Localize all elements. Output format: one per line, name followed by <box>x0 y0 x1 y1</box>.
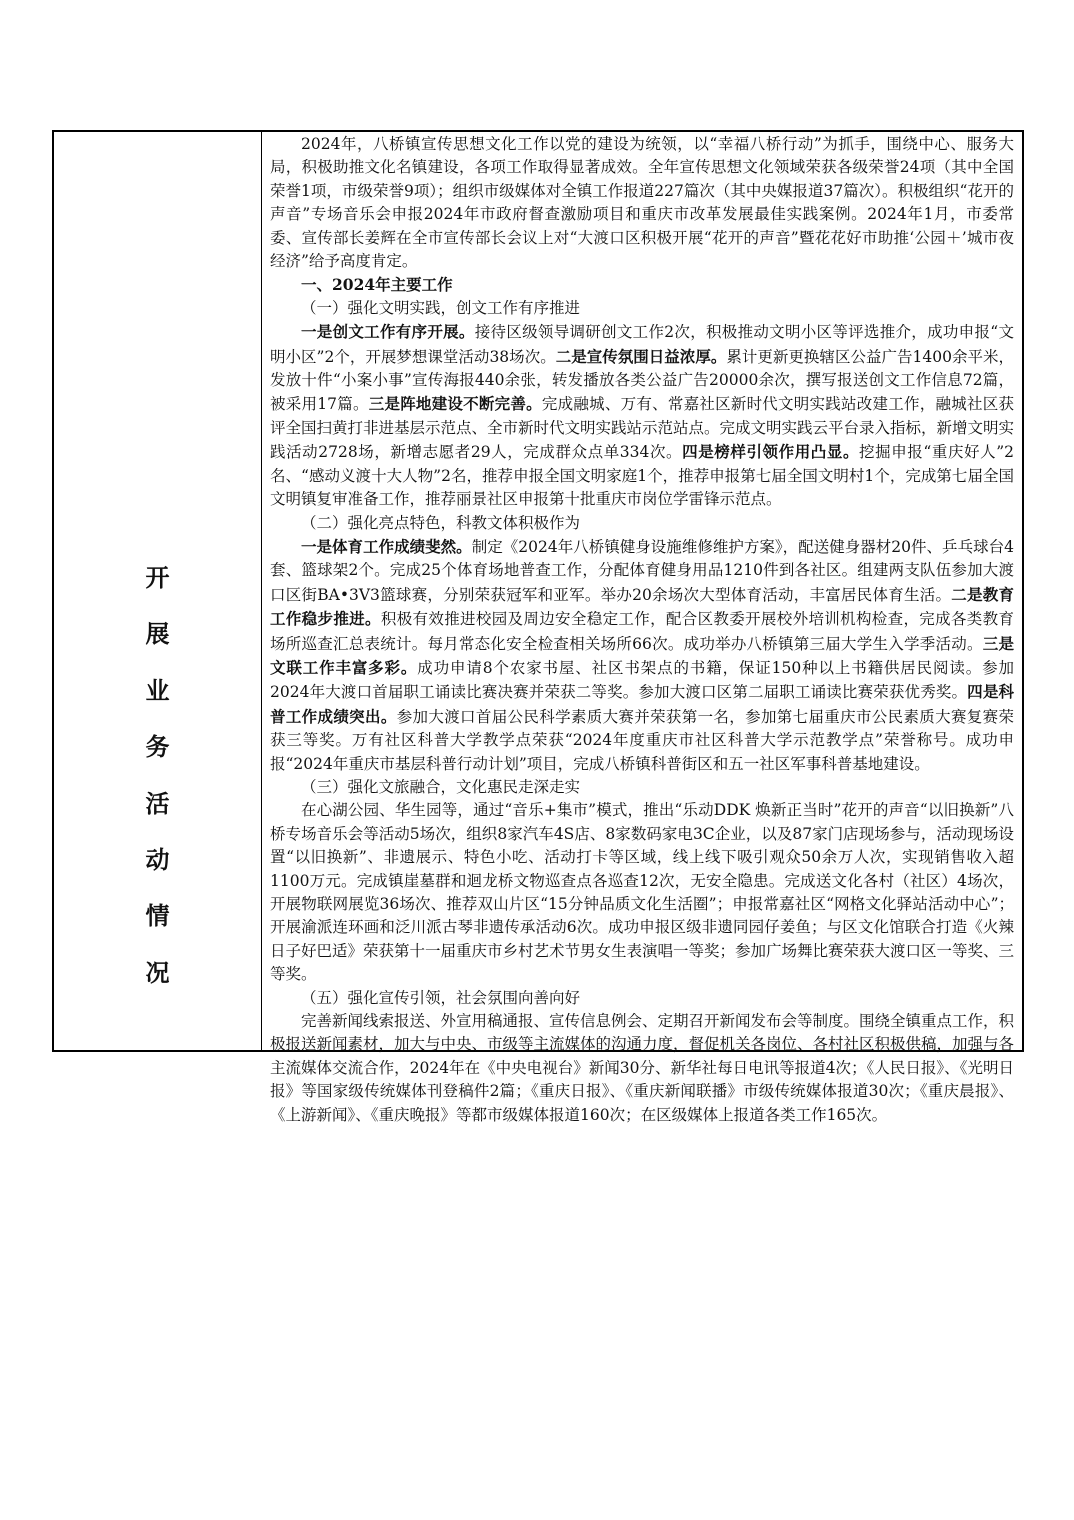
side-title-char: 业 <box>145 676 170 705</box>
main-heading: 一、2024年主要工作 <box>301 275 453 295</box>
section-2-lead-3: 三是文联工作丰富多彩。 <box>270 633 1014 677</box>
section-1-heading: （一）强化文明实践，创文工作有序推进 <box>301 298 581 317</box>
section-5-heading: （五）强化宣传引领，社会氛围向善向好 <box>301 988 581 1007</box>
section-2-lead-1: 一是体育工作成绩斐然。 <box>301 536 472 556</box>
section-3-heading: （三）强化文旅融合，文化惠民走深走实 <box>301 777 581 796</box>
section-2-text-2: 积极有效推进校园及周边安全稳定工作，配合区教委开展校外培训机构检查，完成各类教育场所巡查汇总表统计。每月常态化安全检查相关场所66次。成功举办八桥镇第三届大学生入学季活动。 <box>270 610 1014 653</box>
section-3-paragraph: 在心湖公园、华生园等，通过“音乐+集市”模式，推出“乐动DDK 焕新正当时”花开的声音“以旧换新”八桥专场音乐会等活动5场次，组织8家汽车4S店、8家数码家电3C企业，以及87家门店现场参与，活动现场设置“以旧换新”、非遗展示、特色小吃、活动打卡等区域，线上线下吸引观众50余万人次，实现销售收入超1100万元。完成镇崖墓群和迴龙桥文物巡查点各巡查12次，无安全隐患。完成送文化各村（社区）4场次，开展物联网展览36场次、推荐双山片区“15分钟品质文化生活圈”；申报常嘉社区“网格文化驿站活动中心”；开展渝派连环画和泛川派古琴非遗传承活动6次。成功申报区级非遗同园仔姜鱼；与区文化馆联合打造《火辣日子好巴适》荣获第十一届重庆市乡村艺术节男女生表演唱一等奖；参加广场舞比赛荣获大渡口区一等奖、三等奖。 <box>270 801 1015 984</box>
section-2-lead-4: 四是科普工作成绩突出。 <box>270 682 1014 726</box>
side-title-char: 情 <box>145 902 170 931</box>
side-title-char: 开 <box>145 564 170 592</box>
report-table <box>52 130 1024 1124</box>
section-2-paragraph <box>270 535 1014 776</box>
section-1-lead-3: 三是阵地建设不断完善。 <box>368 394 542 414</box>
section-1-paragraph <box>270 320 1014 511</box>
section-1-lead-2: 二是宣传氛围日益浓厚。 <box>555 346 727 366</box>
side-title <box>54 550 261 1001</box>
section-2-lead-2: 二是教育工作稳步推进。 <box>270 584 1014 629</box>
section-2-heading: （二）强化亮点特色，科教文体积极作为 <box>301 513 581 532</box>
section-2-text-1: 制定《2024年八桥镇健身设施维修维护方案》，配送健身器材20件、乒乓球台4套、篮球架2个。完成25个体育场地普查工作，分配体育健身用品1210件到各社区。组建两支队伍参加大渡口区街BA•3V3篮球赛，分别荣获冠军和亚军。举办20余场次大型体育活动，丰富居民体育生活。 <box>270 537 1014 604</box>
section-1-lead-1: 一是创文工作有序开展。 <box>301 322 475 342</box>
section-1-lead-4: 四是榜样引领作用凸显。 <box>682 442 860 462</box>
section-1-text-1: 接待区级领导调研创文工作2次，积极推动文明小区等评选推介，成功申报“文明小区”2个，开展梦想课堂活动38场次。 <box>270 323 1014 366</box>
side-title-char: 况 <box>145 958 170 987</box>
side-label-cell <box>54 132 262 1050</box>
section-1-text-4: 挖掘申报“重庆好人”2名、“感动义渡十大人物”2名，推荐申报全国文明家庭1个，推荐申报第七届全国文明村1个，完成第七届全国文明镇复审准备工作，推荐丽景社区申报第十批重庆市岗位学雷锋示范点。 <box>270 443 1014 509</box>
side-title-char: 动 <box>145 845 170 874</box>
side-title-char: 活 <box>145 789 170 818</box>
side-title-char: 务 <box>145 733 170 762</box>
side-title-char: 展 <box>145 620 170 649</box>
content-cell <box>270 133 1014 1127</box>
intro-paragraph: 2024年，八桥镇宣传思想文化工作以党的建设为统领，以“幸福八桥行动”为抓手，围绕中心、服务大局，积极助推文化名镇建设，各项工作取得显著成效。全年宣传思想文化领域荣获各级荣誉24项（其中全国荣誉1项，市级荣誉9项）；组织市级媒体对全镇工作报道227篇次（其中央媒报道37篇次）。积极组织“花开的声音”专场音乐会申报2024年市政府督查激励项目和重庆市改革发展最佳实践案例。2024年1月，市委常委、宣传部长姜辉在全市宣传部长会议上对“大渡口区积极开展“花开的声音”暨花花好市助推‘公园＋’城市夜经济”给予高度肯定。 <box>270 135 1014 271</box>
section-1-text-2: 累计更新更换辖区公益广告1400余平米，发放十件“小案小事”宣传海报440余张，转发播放各类公益广告20000余次，撰写报送创文工作信息72篇，被采用17篇。 <box>270 347 1014 414</box>
section-1-text-3: 完成融城、万有、常嘉社区新时代文明实践站改建工作，融城社区获评全国扫黄打非进基层示范点、全市新时代文明实践站示范站点。完成文明实践云平台录入指标，新增文明实践活动2728场，新增志愿者29人，完成群众点单334次。 <box>270 395 1015 462</box>
section-2-text-4: 参加大渡口首届公民科学素质大赛并荣获第一名，参加第七届重庆市公民素质大赛复赛荣获三等奖。万有社区科普大学教学点荣获“2024年度重庆市社区科普大学示范教学点”荣誉称号。成功申报“2024年重庆市基层科普行动计划”项目，完成八桥镇科普街区和五一社区军事科普基地建设。 <box>270 707 1014 773</box>
section-5-paragraph: 完善新闻线索报送、外宣用稿通报、宣传信息例会、定期召开新闻发布会等制度。围绕全镇重点工作，积极报送新闻素材，加大与中央、市级等主流媒体的沟通力度，督促机关各岗位、各村社区积极供稿，加强与各主流媒体交流合作，2024年在《中央电视台》新闻30分、新华社每日电讯等报道4次；《人民日报》、《光明日报》等国家级传统媒体刊登稿件2篇；《重庆日报》、《重庆新闻联播》市级传统媒体报道30次；《重庆晨报》、《上游新闻》、《重庆晚报》等都市级媒体报道160次；在区级媒体上报道各类工作165次。 <box>270 1012 1015 1124</box>
section-2-text-3: 成功申请8个农家书屋、社区书架点的书籍，保证150种以上书籍供居民阅读。参加2024年大渡口首届职工诵读比赛决赛并荣获二等奖。参加大渡口区第二届职工诵读比赛荣获优秀奖。 <box>270 658 1014 702</box>
